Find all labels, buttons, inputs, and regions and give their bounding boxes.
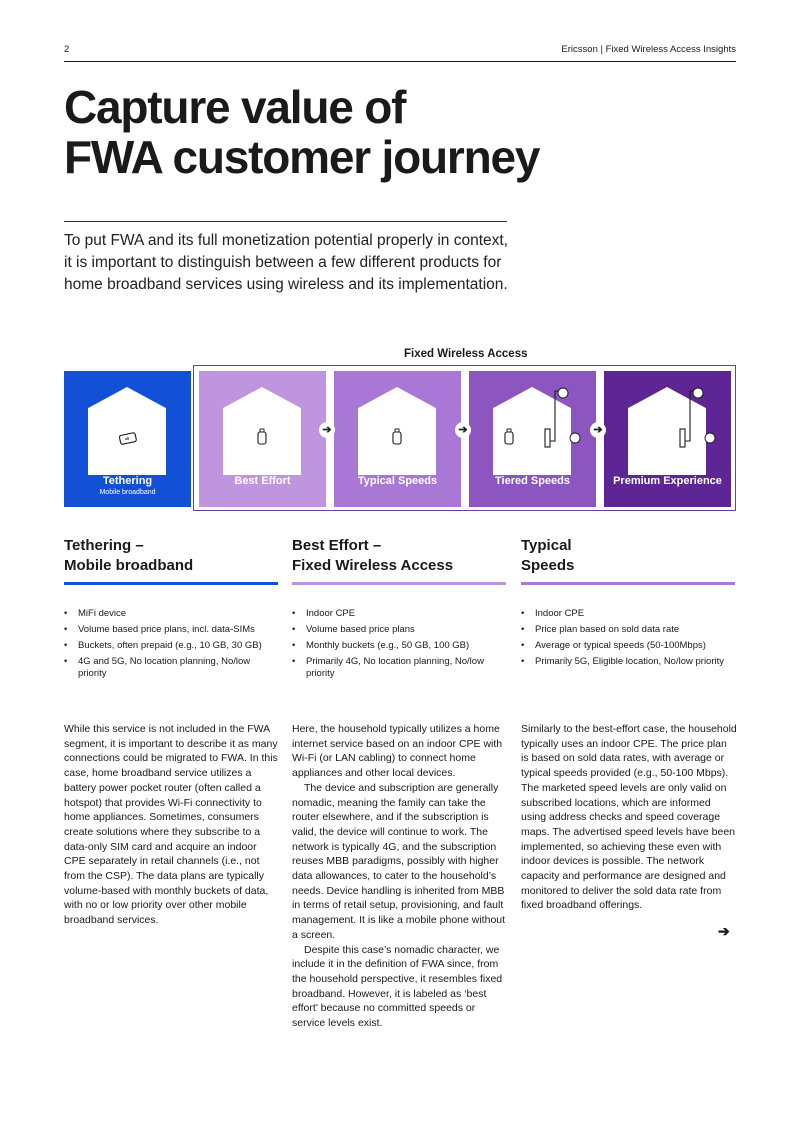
bullet-item: • Monthly buckets (e.g., 50 GB, 100 GB) <box>292 640 506 652</box>
phone-icon <box>118 432 138 446</box>
bullet-item: • Volume based price plans <box>292 624 506 636</box>
router-icon <box>391 428 403 446</box>
bullet-item: • 4G and 5G, No location planning, No/low priority <box>64 656 278 680</box>
running-title: Ericsson | Fixed Wireless Access Insights <box>561 44 736 55</box>
outdoor-antenna-icon <box>676 385 726 449</box>
title-line-2: FWA customer journey <box>64 131 540 183</box>
house-shape <box>88 387 166 475</box>
heading-line: Mobile broadband <box>64 557 194 574</box>
column-color-bar <box>64 582 278 585</box>
bullet-item: • Primarily 5G, Eligible location, No/low priority <box>521 656 735 668</box>
tile-label: Typical Speeds <box>357 475 438 487</box>
next-page-arrow-icon[interactable]: ➔ <box>718 923 730 939</box>
heading-line: Fixed Wireless Access <box>292 557 454 574</box>
column-typical-speeds <box>521 536 735 672</box>
column-heading <box>521 536 735 578</box>
title-line-1: Capture value of <box>64 81 406 133</box>
bullet-item: • Indoor CPE <box>521 608 735 620</box>
column-heading <box>292 536 506 578</box>
column-heading <box>64 536 278 578</box>
tile-tiered-speeds <box>469 371 596 507</box>
tile-label: Tiered Speeds <box>495 475 570 487</box>
page-header <box>64 42 736 62</box>
bullet-item: • Primarily 4G, No location planning, No/low priority <box>292 656 506 680</box>
column-body-text <box>521 722 737 913</box>
paragraph: Here, the household typically utilizes a home internet service based on an indoor CPE with Wi-Fi (or LAN cabling) to connect home appliances and other local devices. <box>292 723 503 780</box>
paragraph: Despite this case’s nomadic character, we include it in the definition of FWA since, from the household perspective, it resembles fixed broadband. However, it is labeled as ‘best effort’ because no committed speeds or service levels exist. <box>292 943 503 1030</box>
router-icon <box>503 428 515 446</box>
bullet-item: • Volume based price plans, incl. data-SIMs <box>64 624 278 636</box>
tile-label: Tethering <box>102 475 153 487</box>
heading-line: Best Effort – <box>292 537 382 554</box>
paragraph: Similarly to the best-effort case, the household typically uses an indoor CPE. The price plan is based on sold data rates, with average or typical speeds provided (e.g., 50-100 Mbps). The marketed speed levels are only valid on subscribed locations, which are informed using address checks and speed coverage maps. The advertised speed levels have been implemented, so achieving these even with indoor devices is possible. The network capacity and performance are designed and monitored to deliver the sold data rate from fixed broadband offerings. <box>521 723 737 912</box>
page-title <box>64 82 539 182</box>
bullet-item: • Buckets, often prepaid (e.g., 10 GB, 30 GB) <box>64 640 278 652</box>
tile-label: Premium Experience <box>613 475 722 487</box>
bullet-item: • Indoor CPE <box>292 608 506 620</box>
bullet-item: • MiFi device <box>64 608 278 620</box>
tile-sublabel: Mobile broadband <box>99 489 156 496</box>
tile-typical-speeds <box>334 371 461 507</box>
heading-line: Typical <box>521 537 572 554</box>
paragraph: While this service is not included in the FWA segment, it is important to describe it as many connections could be migrated to FWA. In this case, home broadband service utilizes a battery power pocket router (often called a hotspot) that provides Wi-Fi connectivity to home appliances. Sometimes, consumers create solutions where they subscribe to a data-only SIM card and acquire an indoor CPE separately in retail channels (i.e., not from the CSP). The data plans are typically volume-based with monthly buckets of data, with no or low priority over other mobile broadband services. <box>64 723 278 927</box>
column-color-bar <box>292 582 506 585</box>
bullet-list <box>521 608 735 668</box>
tile-best-effort <box>199 371 326 507</box>
tile-tethering <box>64 371 191 507</box>
fwa-group-label: Fixed Wireless Access <box>404 348 528 360</box>
page-number: 2 <box>64 44 70 55</box>
paragraph: The device and subscription are generally nomadic, meaning the family can take the router elsewhere, and if the subscription is valid, the device will continue to work. The network is typically 4G, and the subscription reuses MBB paradigms, possibly with higher data allowances, to cater to the household’s needs. Device handling is inherited from MBB in terms of retail setup, provisioning, and fault management. It is like a mobile phone without a screen. <box>292 781 506 941</box>
tile-premium-experience <box>604 371 731 507</box>
column-color-bar <box>521 582 735 585</box>
bullet-list <box>64 608 278 680</box>
intro-paragraph: To put FWA and its full monetization potential properly in context, it is important to distinguish between a few different products for home broadband services using wireless and its implementation. <box>64 232 508 293</box>
intro-divider <box>64 221 507 222</box>
heading-line: Tethering – <box>64 537 144 554</box>
column-body-text <box>292 722 508 1031</box>
arrow-right-icon: ➔ <box>319 422 335 438</box>
tile-label: Best Effort <box>234 475 291 487</box>
outdoor-antenna-icon <box>541 385 591 449</box>
bullet-item: • Average or typical speeds (50-100Mbps) <box>521 640 735 652</box>
column-best-effort <box>292 536 506 684</box>
heading-line: Speeds <box>521 557 575 574</box>
arrow-right-icon: ➔ <box>455 422 471 438</box>
bullet-item: • Price plan based on sold data rate <box>521 624 735 636</box>
column-body-text <box>64 722 280 928</box>
arrow-right-icon: ➔ <box>590 422 606 438</box>
bullet-list <box>292 608 506 680</box>
router-icon <box>256 428 268 446</box>
column-tethering <box>64 536 278 684</box>
